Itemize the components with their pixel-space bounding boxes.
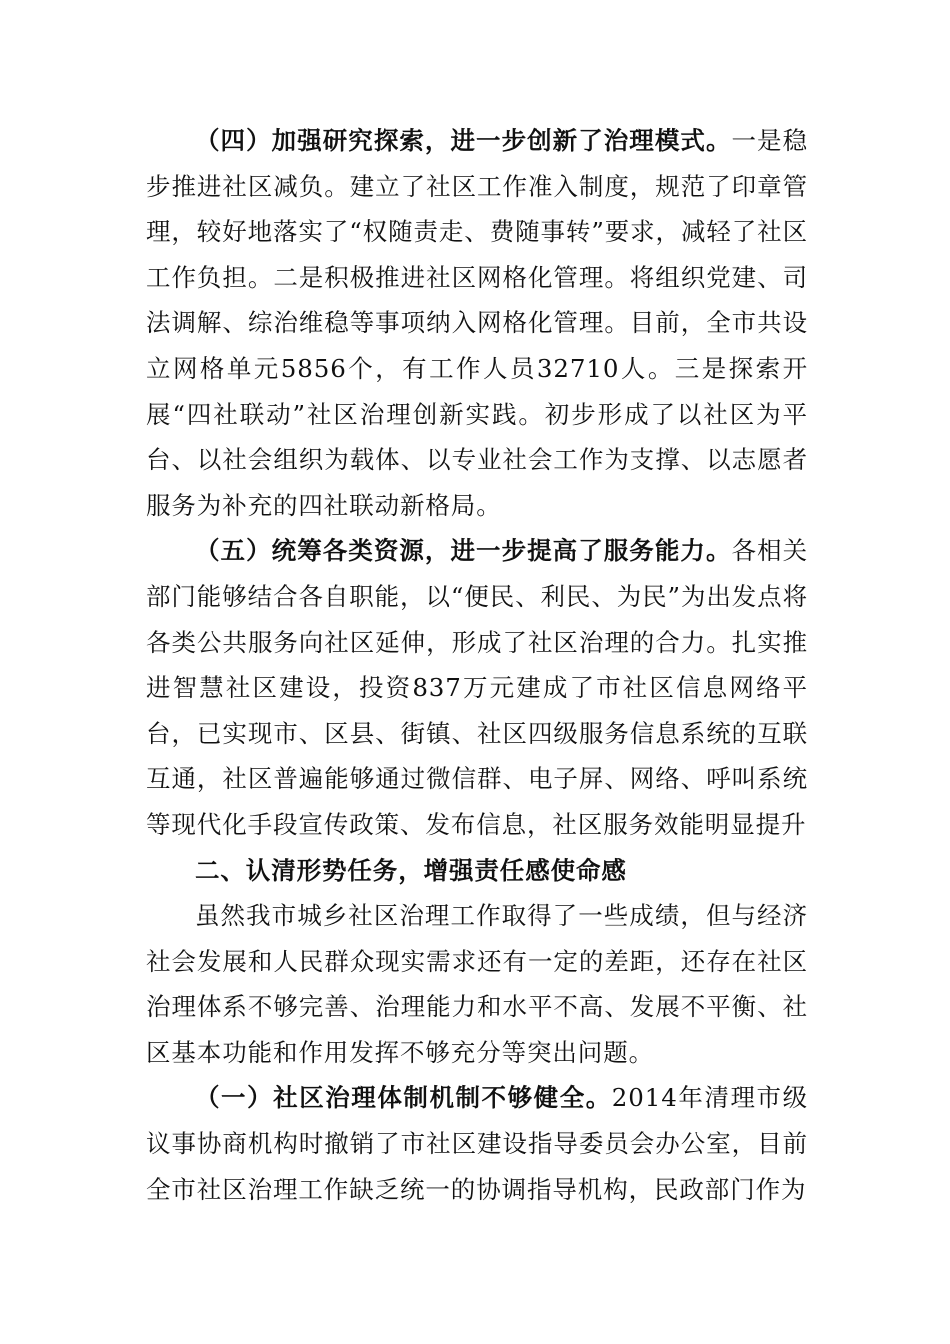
paragraph-lead: （一）社区治理体制机制不够健全。 bbox=[195, 1083, 612, 1113]
paragraph-governance-model bbox=[146, 118, 808, 528]
paragraph-body: 虽然我市城乡社区治理工作取得了一些成绩，但与经济社会发展和人民群众现实需求还有一定的差距，还存在社区治理体系不够完善、治理能力和水平不高、发展不平衡、社区基本功能和作用发挥不够充分等突出问题。 bbox=[146, 901, 808, 1067]
paragraph-body: 一是稳步推进社区减负。建立了社区工作准入制度，规范了印章管理，较好地落实了“权随责走、费随事转”要求，减轻了社区工作负担。二是积极推进社区网格化管理。将组织党建、司法调解、综治维稳等事项纳入网格化管理。目前，全市共设立网格单元5856个，有工作人员32710人。三是探索开展“四社联动”社区治理创新实践。初步形成了以社区为平台、以社会组织为载体、以专业社会工作为支撑、以志愿者服务为补充的四社联动新格局。 bbox=[146, 126, 808, 520]
document-page bbox=[146, 118, 808, 1212]
paragraph-problems-overview bbox=[146, 893, 808, 1075]
paragraph-system-mechanism bbox=[146, 1075, 808, 1212]
paragraph-lead: （四）加强研究探索，进一步创新了治理模式。 bbox=[195, 126, 732, 155]
paragraph-lead: （五）统筹各类资源，进一步提高了服务能力。 bbox=[195, 536, 732, 566]
paragraph-service-capacity bbox=[146, 528, 808, 847]
paragraph-body: 2014年清理市级议事协商机构时撤销了市社区建设指导委员会办公室，目前全市社区治理工作缺乏统一的协调指导机构，民政部门作为 bbox=[146, 1083, 808, 1204]
paragraph-body: 各相关部门能够结合各自职能，以“便民、利民、为民”为出发点将各类公共服务向社区延伸，形成了社区治理的合力。扎实推进智慧社区建设，投资837万元建成了市社区信息网络平台，已实现市、区县、街镇、社区四级服务信息系统的互联互通，社区普遍能够通过微信群、电子屏、网络、呼叫系统等现代化手段宣传政策、发布信息，社区服务效能明显提升 bbox=[146, 536, 808, 839]
section-heading: 二、认清形势任务，增强责任感使命感 bbox=[195, 855, 627, 885]
